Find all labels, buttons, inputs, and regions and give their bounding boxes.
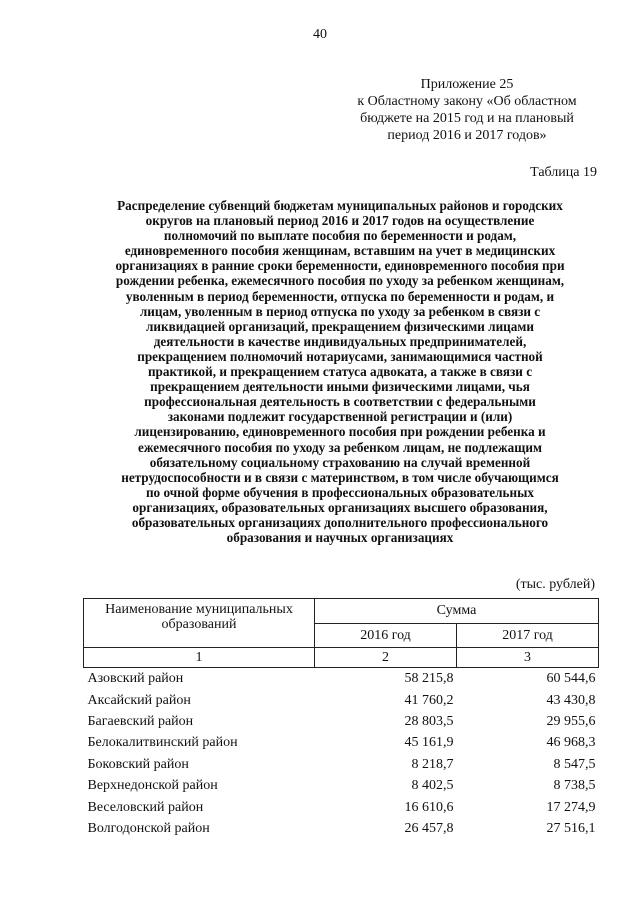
- header-municipality-line1: Наименование муниципальных: [105, 602, 293, 617]
- municipality-name: Боковский район: [87, 756, 189, 772]
- heading-line: профессиональная деятельность в соответствии с федеральными: [144, 394, 536, 410]
- heading-line: деятельности в качестве индивидуальных предпринимателей,: [153, 333, 527, 349]
- amount-2016: 41 760,2: [404, 692, 454, 708]
- amount-2016: 58 215,8: [404, 671, 454, 687]
- table-row: [84, 711, 599, 732]
- heading-line: ликвидацией организаций, прекращением физическими лицами: [146, 318, 534, 334]
- table-label: Таблица 19: [530, 165, 597, 180]
- header-year-2017: 2017 год: [457, 623, 599, 648]
- header-index-3: 3: [457, 648, 599, 668]
- heading-line: прекращением полномочий нотариусами, занимающимися частной: [137, 348, 543, 364]
- heading-line: ежемесячного пособия по уходу за ребенком лицам, не подлежащим: [138, 439, 542, 455]
- heading-line: законами подлежит государственной регистрации и (или): [167, 409, 513, 425]
- heading-line: организациях, образовательных организациях высшего образования,: [132, 499, 548, 515]
- header-municipality: [84, 599, 315, 648]
- amount-2016: 16 610,6: [404, 799, 454, 815]
- table-row: [84, 775, 599, 796]
- amount-2017: 46 968,3: [546, 735, 596, 751]
- municipality-name: Аксайский район: [87, 692, 191, 708]
- heading-line: единовременного пособия женщинам, вставшим на учет в медицинских: [124, 243, 556, 259]
- heading-line: организациях в ранние сроки беременности, единовременного пособия при: [115, 258, 565, 274]
- amount-2016: 8 402,5: [411, 778, 454, 794]
- amount-2017: 27 516,1: [546, 820, 596, 836]
- appendix-line: к Областному закону «Об областном: [357, 94, 577, 109]
- table-row: [84, 818, 599, 839]
- amount-2017: 8 738,5: [553, 778, 596, 794]
- heading-line: Распределение субвенций бюджетам муниципальных районов и городских: [117, 198, 563, 213]
- heading-line: рождении ребенка, ежемесячного пособия по уходу за ребенком женщинам,: [115, 273, 565, 289]
- heading-line: образовательных организациях дополнительного профессионального: [131, 514, 549, 530]
- municipality-name: Белокалитвинский район: [87, 735, 238, 751]
- heading-line: нетрудоспособности и в связи с материнством, в том числе обучающимся: [121, 469, 559, 485]
- amount-2017: 8 547,5: [553, 756, 596, 772]
- amount-2016: 28 803,5: [404, 713, 454, 729]
- table-row: [84, 754, 599, 775]
- amount-2017: 43 430,8: [546, 692, 596, 708]
- heading-line: полномочий по выплате пособия по беременности и родам,: [163, 228, 517, 244]
- heading-line: уволенным в период беременности, отпуска по беременности и родам, и: [125, 288, 555, 304]
- heading-line: лицам, уволенным в период отпуска по уходу за ребенком в связи с: [139, 303, 541, 319]
- appendix-line: бюджете на 2015 год и на плановый: [360, 111, 574, 126]
- table-row: [84, 689, 599, 710]
- heading-line: прекращением деятельности иными физическими лицами, чья: [150, 379, 530, 395]
- heading-line: по очной форме обучения в профессиональных образовательных: [145, 484, 535, 500]
- heading-line: практикой, и прекращением статуса адвоката, а также в связи с: [147, 364, 533, 380]
- header-index-2: 2: [315, 648, 457, 668]
- units-label: (тыс. рублей): [515, 577, 595, 592]
- appendix-reference: [336, 76, 598, 144]
- municipality-name: Веселовский район: [87, 799, 204, 815]
- municipality-name: Багаевский район: [87, 713, 194, 729]
- amount-2017: 60 544,6: [546, 671, 596, 687]
- heading-line: обязательному социальному страхованию на случай временной: [149, 454, 531, 470]
- subvention-table: [83, 598, 599, 839]
- header-year-2016: 2016 год: [315, 623, 457, 648]
- appendix-line: период 2016 и 2017 годов»: [387, 128, 547, 143]
- municipality-name: Волгодонской район: [87, 820, 210, 836]
- page-number: 40: [313, 27, 327, 42]
- amount-2017: 17 274,9: [546, 799, 596, 815]
- heading-line: образования и научных организациях: [226, 530, 454, 546]
- appendix-line: Приложение 25: [420, 77, 514, 92]
- heading-line: округов на плановый период 2016 и 2017 годов на осуществление: [145, 213, 535, 229]
- municipality-name: Верхнедонской район: [87, 778, 218, 794]
- amount-2016: 26 457,8: [404, 820, 454, 836]
- header-sum: Сумма: [315, 599, 599, 624]
- amount-2016: 45 161,9: [404, 735, 454, 751]
- amount-2016: 8 218,7: [411, 756, 454, 772]
- table-row: [84, 732, 599, 753]
- amount-2017: 29 955,6: [546, 713, 596, 729]
- heading-line: лицензированию, единовременного пособия при рождении ребенка и: [134, 424, 546, 440]
- document-heading: [80, 198, 600, 545]
- municipality-name: Азовский район: [87, 671, 184, 687]
- table-row: [84, 668, 599, 690]
- header-index-1: 1: [84, 648, 315, 668]
- table-row: [84, 796, 599, 817]
- header-municipality-line2: образований: [161, 617, 237, 632]
